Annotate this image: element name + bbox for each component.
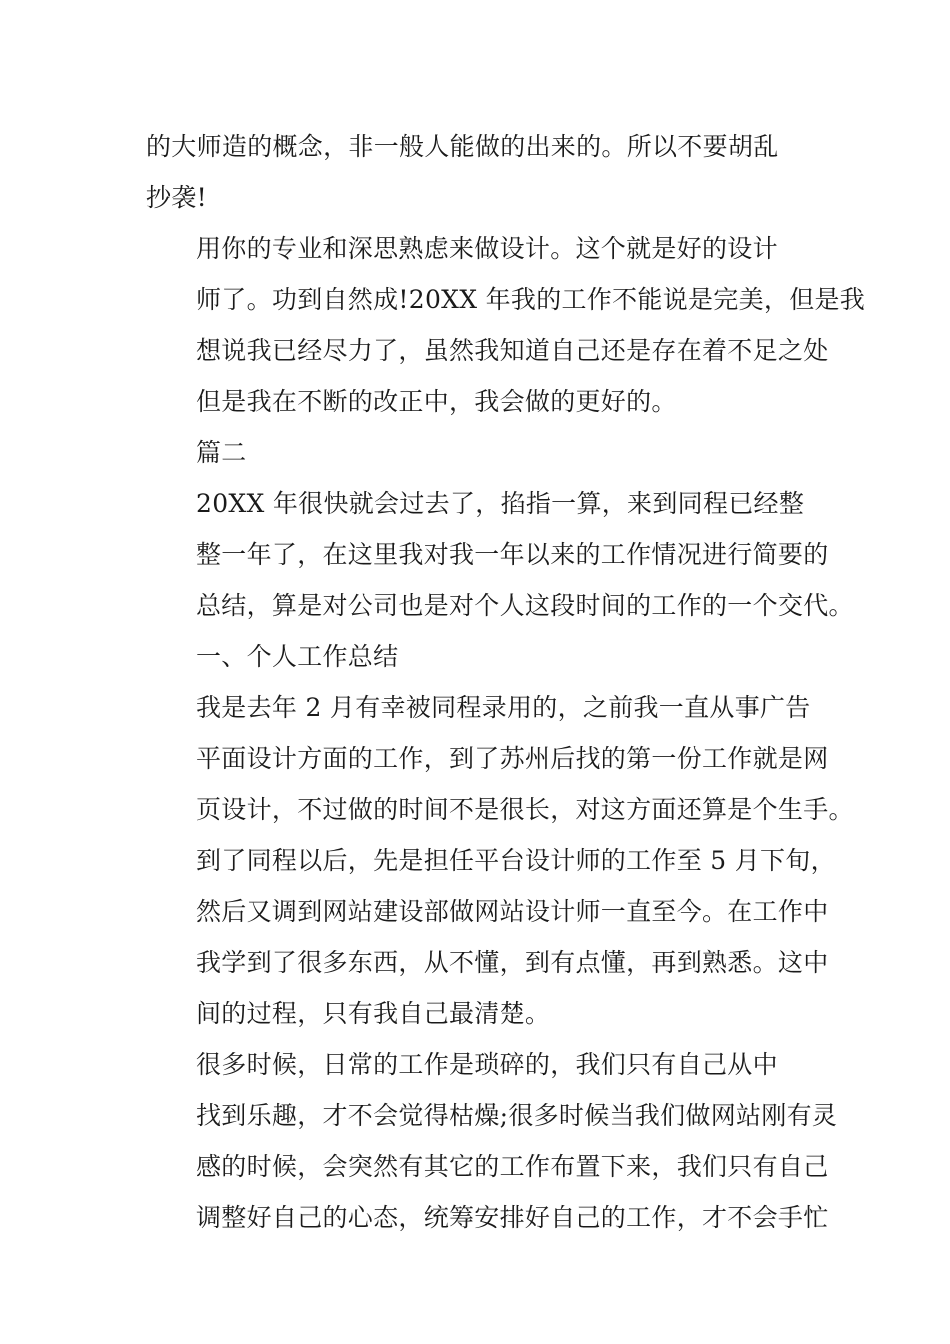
text-line: 到了同程以后，先是担任平台设计师的工作至 5 月下旬，	[196, 846, 836, 875]
paragraph	[146, 835, 836, 1039]
text-line: 间的过程，只有我自己最清楚。	[196, 999, 551, 1028]
text-line: 调整好自己的心态，统筹安排好自己的工作，才不会手忙	[196, 1203, 829, 1232]
paragraph	[146, 631, 814, 682]
text-line: 然后又调到网站建设部做网站设计师一直至今。在工作中	[196, 897, 829, 926]
text-line: 很多时候，日常的工作是琐碎的，我们只有自己从中	[196, 1050, 778, 1079]
paragraph	[146, 427, 814, 478]
paragraph	[146, 478, 854, 631]
text-line: 找到乐趣，才不会觉得枯燥;很多时候当我们做网站刚有灵	[196, 1101, 838, 1130]
paragraph	[146, 1039, 838, 1243]
paragraph	[146, 223, 866, 427]
text-line: 师了。功到自然成!20XX 年我的工作不能说是完美，但是我	[196, 285, 866, 314]
text-line: 20XX 年很快就会过去了，掐指一算，来到同程已经整	[196, 489, 805, 518]
text-line: 想说我已经尽力了，虽然我知道自己还是存在着不足之处	[196, 336, 829, 365]
paragraph	[146, 121, 814, 223]
text-line: 感的时候，会突然有其它的工作布置下来，我们只有自己	[196, 1152, 829, 1181]
text-line: 的大师造的概念，非一般人能做的出来的。所以不要胡乱	[146, 132, 779, 161]
text-line: 整一年了，在这里我对我一年以来的工作情况进行简要的	[196, 540, 829, 569]
text-line: 抄袭!	[146, 183, 207, 212]
document-body	[146, 121, 866, 1243]
paragraph	[146, 682, 854, 835]
text-line: 用你的专业和深思熟虑来做设计。这个就是好的设计	[196, 234, 778, 263]
text-line: 一、个人工作总结	[196, 642, 399, 671]
text-line: 我是去年 2 月有幸被同程录用的，之前我一直从事广告	[196, 693, 811, 722]
text-line: 但是我在不断的改正中，我会做的更好的。	[196, 387, 677, 416]
text-line: 我学到了很多东西，从不懂，到有点懂，再到熟悉。这中	[196, 948, 829, 977]
text-line: 篇二	[196, 438, 247, 467]
text-line: 页设计，不过做的时间不是很长，对这方面还算是个生手。	[196, 795, 854, 824]
text-line: 总结，算是对公司也是对个人这段时间的工作的一个交代。	[196, 591, 854, 620]
text-line: 平面设计方面的工作，到了苏州后找的第一份工作就是网	[196, 744, 829, 773]
